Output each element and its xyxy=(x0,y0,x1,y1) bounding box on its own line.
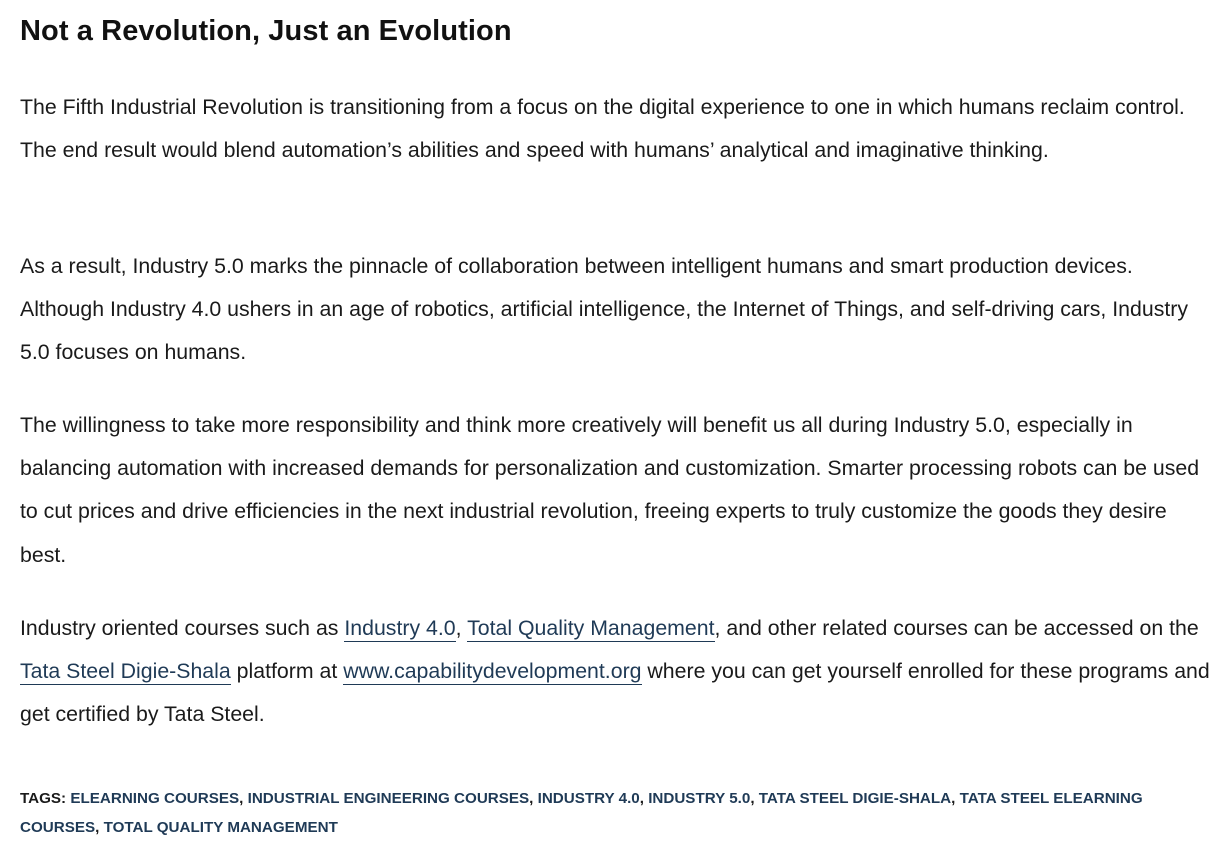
closing-text-2: , xyxy=(455,616,468,640)
tag-separator: , xyxy=(639,790,649,807)
closing-text-4: platform at xyxy=(230,659,344,684)
capability-development-link[interactable]: www.capabilitydevelopment.org xyxy=(343,659,642,684)
article-heading: Not a Revolution, Just an Evolution xyxy=(20,15,512,47)
total-quality-management-link[interactable]: Total Quality Management xyxy=(467,616,715,640)
tag-elearning-courses[interactable]: ELEARNING COURSES xyxy=(70,790,240,807)
tag-separator: , xyxy=(239,790,248,807)
tag-total-quality-management[interactable]: TOTAL QUALITY MANAGEMENT xyxy=(103,819,338,836)
tag-separator: , xyxy=(951,790,960,807)
paragraph-2: As a result, Industry 5.0 marks the pinnacle of collaboration between intelligent humans and smart production devices. Although Industry 4.0 ushers in an age of robotics, artificial intelligence, the Internet of Things, and self-driving cars, Industry 5.0 focuses on humans. xyxy=(20,254,1189,365)
tag-industry-4-0[interactable]: INDUSTRY 4.0 xyxy=(537,790,640,807)
tags-list xyxy=(20,784,1210,842)
closing-text-5: where you can get yourself enrolled for these programs and get certified by Tata Steel. xyxy=(20,659,1210,727)
tag-separator: , xyxy=(750,790,759,807)
closing-paragraph xyxy=(20,607,1210,737)
paragraph-1: The Fifth Industrial Revolution is transitioning from a focus on the digital experience to one in which humans reclaim control. The end result would blend automation’s abilities and speed with humans’ analytical and imaginative thinking. xyxy=(20,95,1185,163)
tag-industry-5-0[interactable]: INDUSTRY 5.0 xyxy=(648,790,751,807)
tag-industrial-engineering-courses[interactable]: INDUSTRIAL ENGINEERING COURSES xyxy=(247,790,530,807)
tata-steel-digie-shala-link[interactable]: Tata Steel Digie-Shala xyxy=(20,659,231,684)
paragraph-3: The willingness to take more responsibility and think more creatively will benefit us all during Industry 5.0, especially in balancing automation with increased demands for personalization and customization. Smarter processing robots can be used to cut prices and drive efficiencies in the next industrial revolution, freeing experts to truly customize the goods they desire best. xyxy=(20,413,1200,567)
industry-4-0-link[interactable]: Industry 4.0 xyxy=(344,616,456,640)
tag-tata-steel-digie-shala[interactable]: TATA STEEL DIGIE-SHALA xyxy=(758,790,952,807)
tags-label: TAGS: xyxy=(20,790,67,807)
tag-tata-steel-elearning-courses[interactable]: TATA STEEL ELEARNING COURSES xyxy=(20,790,1143,836)
tag-separator: , xyxy=(95,819,104,836)
closing-text-3: , and other related courses can be accessed on the xyxy=(714,616,1199,640)
tag-separator: , xyxy=(529,790,538,807)
closing-text-1: Industry oriented courses such as xyxy=(20,616,345,640)
